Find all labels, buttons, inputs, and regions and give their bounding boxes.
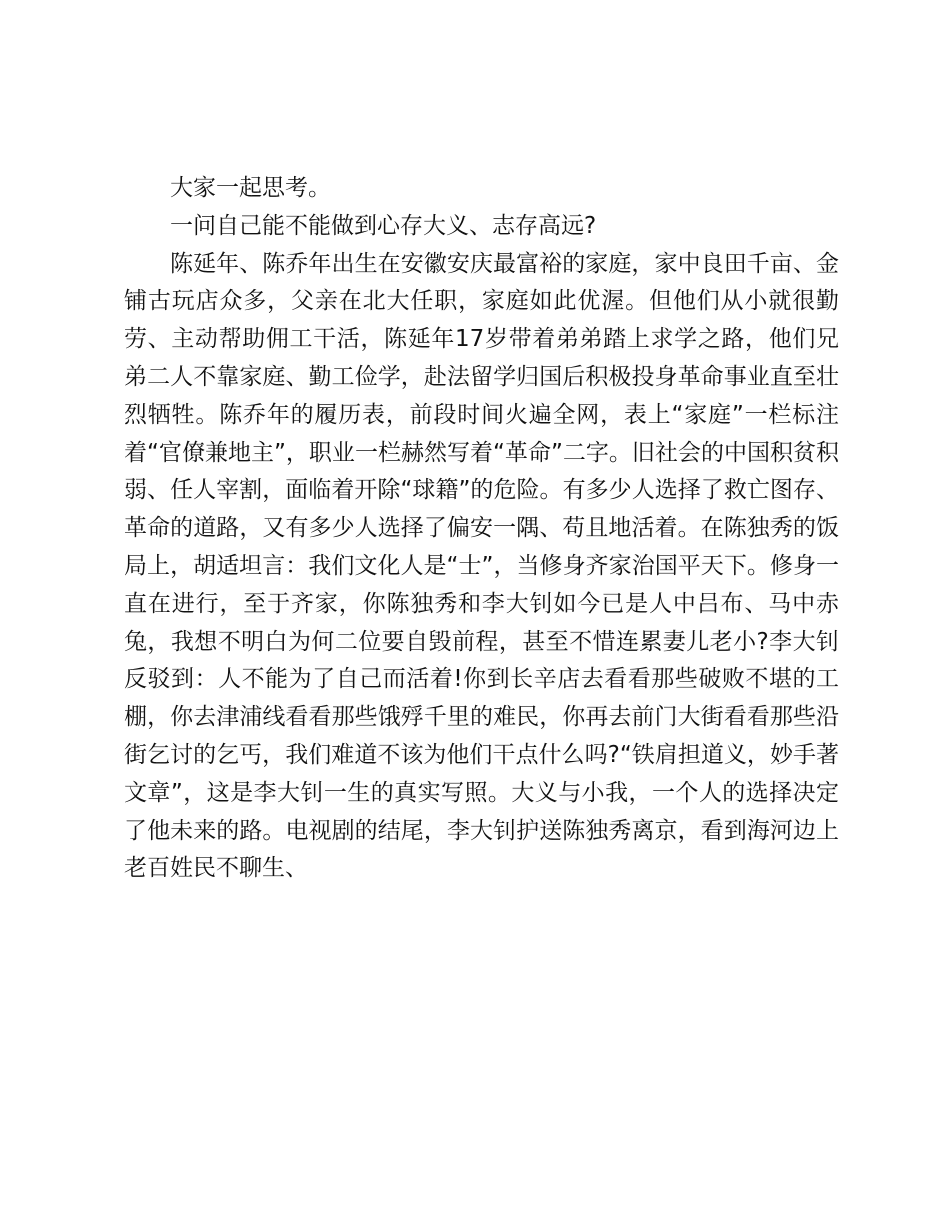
document-body (124, 170, 839, 888)
paragraph-3: 陈延年、陈乔年出生在安徽安庆最富裕的家庭，家中良田千亩、金铺古玩店众多，父亲在北大任职，家庭如此优渥。但他们从小就很勤劳、主动帮助佣工干活，陈延年17岁带着弟弟踏上求学之路，他们兄弟二人不靠家庭、勤工俭学，赴法留学归国后积极投身革命事业直至壮烈牺牲。陈乔年的履历表，前段时间火遍全网，表上“家庭”一栏标注着“官僚兼地主”，职业一栏赫然写着“革命”二字。旧社会的中国积贫积弱、任人宰割，面临着开除“球籍”的危险。有多少人选择了救亡图存、革命的道路，又有多少人选择了偏安一隅、苟且地活着。在陈独秀的饭局上，胡适坦言：我们文化人是“士”，当修身齐家治国平天下。修身一直在进行，至于齐家，你陈独秀和李大钊如今已是人中吕布、马中赤兔，我想不明白为何二位要自毁前程，甚至不惜连累妻儿老小?李大钊反驳到：人不能为了自己而活着!你到长辛店去看看那些破败不堪的工棚，你去津浦线看看那些饿殍千里的难民，你再去前门大街看看那些沿街乞讨的乞丐，我们难道不该为他们干点什么吗?“铁肩担道义，妙手著文章”，这是李大钊一生的真实写照。大义与小我，一个人的选择决定了他未来的路。电视剧的结尾，李大钊护送陈独秀离京，看到海河边上老百姓民不聊生、 (124, 250, 839, 882)
paragraph-1: 大家一起思考。 (170, 175, 331, 201)
paragraph-2: 一问自己能不能做到心存大义、志存高远? (170, 212, 597, 239)
